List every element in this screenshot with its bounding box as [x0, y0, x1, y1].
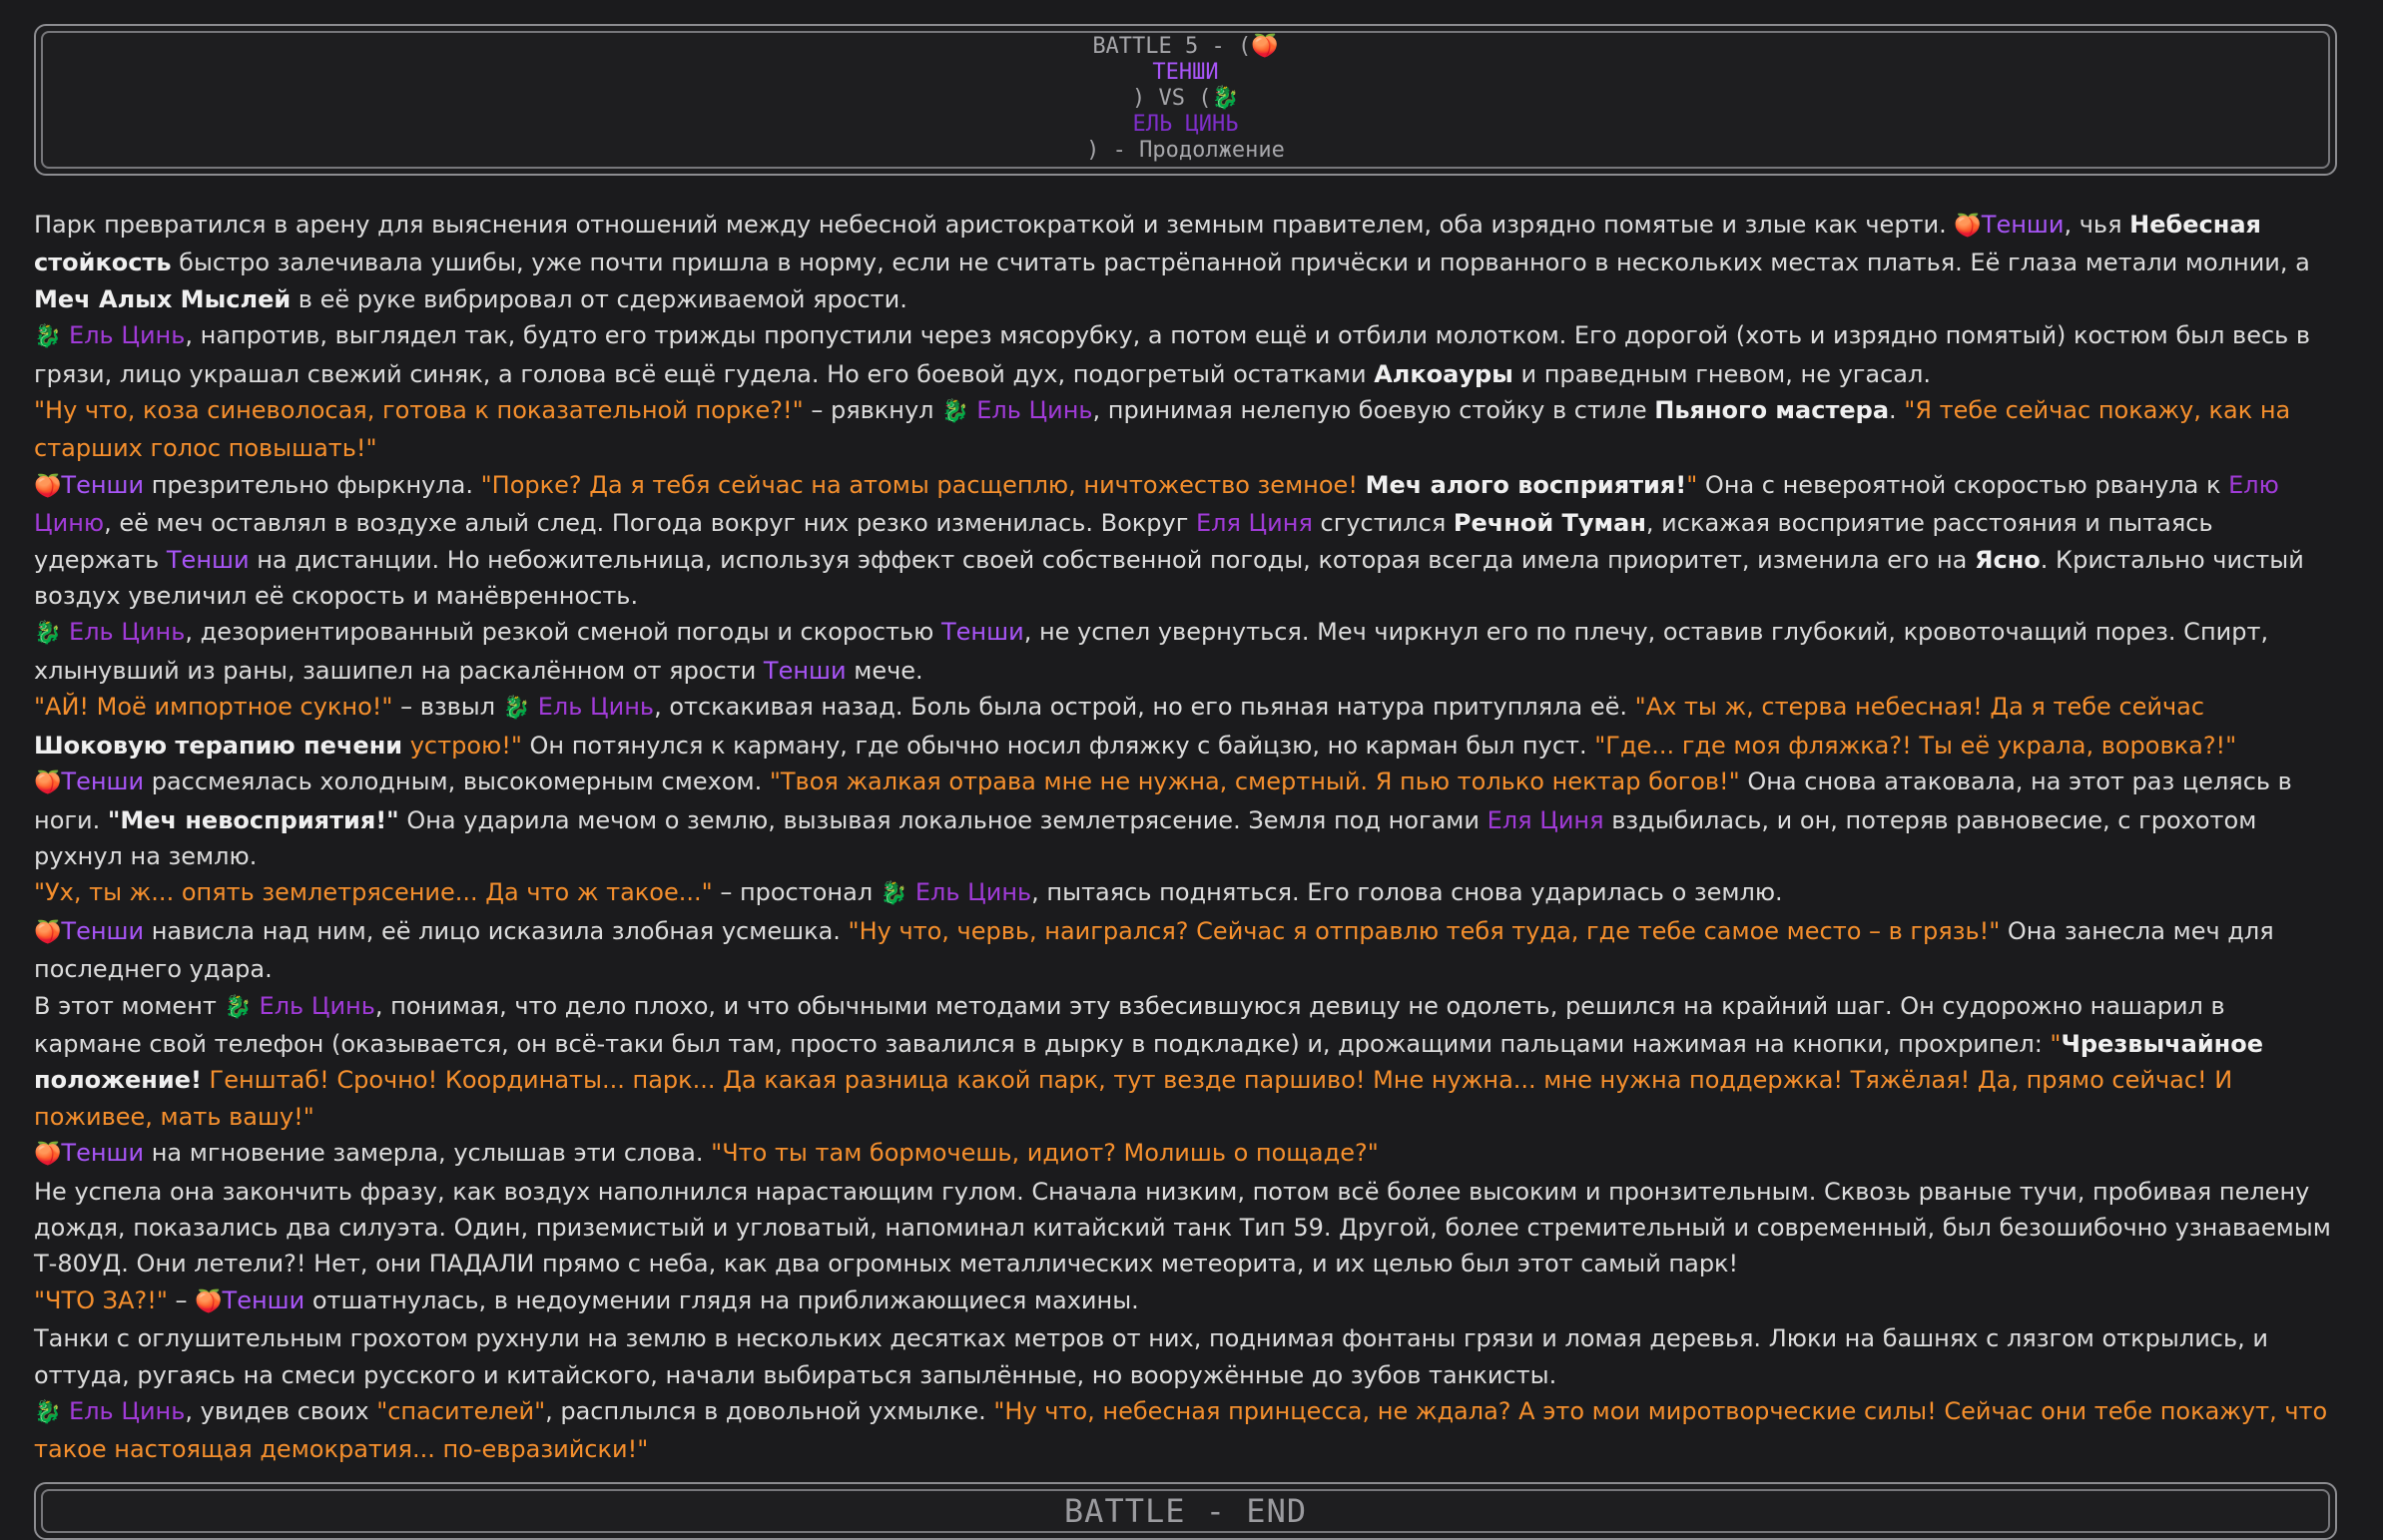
narration-text: . Кристально чистый воздух увеличил её скорость и манёвренность.: [34, 545, 2304, 611]
narration-text: Не успела она закончить фразу, как воздух наполнился нарастающим гулом. Сначала низким, потом всё более высоким и пронзительным. Сквозь рваные тучи, пробивая пелену дождя, показались два силуэта. Один, приземистый и угловатый, напоминал китайский танк Тип 59. Другой, более стремительный и современный, был безошибочно узнаваемым Т-80УД. Они летели?! Нет, они ПАДАЛИ прямо с неба, как два огромных металлических метеорита, и их целью был этот самый парк!: [34, 1177, 2331, 1279]
quote-text: "Твоя жалкая отрава мне не нужна, смертный. Я пью только нектар богов!": [769, 768, 1740, 796]
character-el-cin: Ель Цинь: [968, 396, 1093, 425]
character-tenshi: Тенши: [1981, 211, 2065, 239]
peach-icon: 🍑: [34, 1142, 62, 1168]
story-paragraph: [34, 874, 2337, 912]
character-el-cin: Ель Цинь: [907, 878, 1032, 907]
battle-header: [34, 24, 2337, 176]
story-paragraph: [34, 207, 2337, 317]
narration-text: , искажая восприятие расстояния и пытаясь удержать: [34, 509, 2213, 574]
dragon-icon: 🐉: [1211, 86, 1239, 111]
peach-icon: 🍑: [34, 770, 62, 796]
story-paragraph: [34, 392, 2337, 467]
character-tenshi: Тенши: [166, 545, 250, 574]
narration-text: В этот момент: [34, 991, 225, 1020]
story-paragraph: [34, 913, 2337, 988]
narration-text: презрительно фыркнула.: [144, 470, 481, 499]
narration-text: в её руке вибрировал от сдерживаемой ярости.: [291, 284, 907, 313]
dragon-icon: 🐉: [34, 621, 62, 647]
quote-text: "Ну что, червь, наигрался? Сейчас я отправлю тебя туда, где тебе самое место – в грязь!": [848, 916, 2001, 945]
character-el-cin: Елю Циню: [34, 470, 2279, 538]
narration-text: – простонал: [712, 878, 881, 907]
narration-text: , понимая, что дело плохо, и что обычными методами эту взбесившуюся девицу не одолеть, решился на крайний шаг. Он судорожно нашарил в кармане свой телефон (оказывается, он всё-таки был там, просто завалился в дырку в подкладке) и, дрожащими пальцами нажимая на кнопки, прохрипел:: [34, 991, 2225, 1058]
narration-text: и праведным гневом, не угасал.: [1512, 359, 1931, 388]
quote-text: "ЧТО ЗА?!": [34, 1285, 168, 1314]
story-paragraph: [34, 467, 2337, 615]
bold-term: Речной Туман: [1453, 509, 1646, 538]
quote-text: "Я тебе сейчас покажу, как на старших голос повышать!": [34, 396, 2291, 463]
character-tenshi: Тенши: [61, 916, 145, 945]
narration-text: , её меч оставлял в воздухе алый след. Погода вокруг них резко изменилась. Вокруг: [104, 509, 1196, 538]
dragon-icon: 🐉: [941, 399, 969, 425]
quote-text: "Порке? Да я тебя сейчас на атомы расщеплю, ничтожество земное!: [480, 470, 1366, 499]
quote-text: "АЙ! Моё импортное сукно!": [34, 693, 393, 722]
story-paragraph: [34, 764, 2337, 874]
peach-icon: 🍑: [1251, 34, 1279, 59]
narration-text: Она с невероятной скоростью рванула к: [1697, 470, 2229, 499]
quote-bold-term: Меч алого восприятия!: [1365, 470, 1687, 499]
character-el-cin: Ель Цинь: [251, 991, 375, 1020]
dragon-icon: 🐉: [502, 696, 531, 722]
quote-text: "Ах ты ж, стерва небесная! Да я тебе сейчас: [1634, 693, 2205, 722]
narration-text: нависла над ним, её лицо исказила злобная усмешка.: [144, 916, 849, 945]
quote-bold-term: Чрезвычайное положение!: [34, 1029, 2263, 1095]
peach-icon: 🍑: [1954, 214, 1982, 239]
story-paragraph: [34, 1393, 2337, 1468]
story-paragraph: [34, 689, 2337, 764]
battle-footer: [34, 1482, 2337, 1540]
narration-text: Она снова атаковала, на этот раз целясь в ноги.: [34, 768, 2292, 834]
character-el-cin: Еля Циня: [1195, 509, 1313, 538]
fighter-2-name: ЕЛЬ ЦИНЬ: [1132, 112, 1239, 137]
dragon-icon: 🐉: [34, 1400, 62, 1425]
character-el-cin: Ель Цинь: [61, 321, 186, 350]
dragon-icon: 🐉: [224, 994, 252, 1020]
quote-text: "спасителей": [376, 1397, 546, 1425]
story-paragraph: [34, 317, 2337, 392]
narration-text: Танки с оглушительным грохотом рухнули на землю в нескольких десятках метров от них, поднимая фонтаны грязи и ломая деревья. Люки на башнях с лязгом открылись, и оттуда, ругаясь на смеси русского и китайского, начали выбираться запылённые, но вооружённые до зубов танкисты.: [34, 1324, 2268, 1389]
quote-bold-term: "Меч невосприятия!": [107, 805, 399, 834]
narration-text: Парк превратился в арену для выяснения отношений между небесной аристократкой и земным правителем, оба изрядно помятые и злые как черти.: [34, 211, 1955, 239]
story-paragraph: [34, 1135, 2337, 1173]
bold-term: Алкоауры: [1374, 359, 1513, 388]
fighter-1-name: ТЕНШИ: [1152, 60, 1219, 85]
peach-icon: 🍑: [34, 919, 62, 945]
character-el-cin: Ель Цинь: [530, 693, 655, 722]
quote-text: "Ух, ты ж... опять землетрясение... Да что ж такое...": [34, 878, 713, 907]
narration-text: – рявкнул: [803, 396, 942, 425]
quote-text: "Ну что, небесная принцесса, не ждала? А это мои миротворческие силы! Сейчас они тебе покажут, что такое настоящая демократия... по-евразийски!": [34, 1397, 2328, 1464]
page: [34, 24, 2337, 1540]
narration-text: Она занесла меч для последнего удара.: [34, 916, 2274, 984]
character-tenshi: Тенши: [61, 470, 145, 499]
bold-term: Небесная стойкость: [34, 211, 2261, 277]
narration-text: Он потянулся к карману, где обычно носил фляжку с байцзю, но карман был пуст.: [521, 731, 1595, 760]
narration-text: быстро залечивала ушибы, уже почти пришла в норму, если не считать растрёпанной причёски и порванного в нескольких местах платья. Её глаза метали молнии, а: [171, 249, 2310, 277]
narration-text: на мгновение замерла, услышав эти слова.: [144, 1139, 712, 1168]
narration-text: , не успел увернуться. Меч чиркнул его по плечу, оставив глубокий, кровоточащий порез. Спирт, хлынувший из раны, зашипел на раскалённом от ярости: [34, 618, 2269, 685]
dragon-icon: 🐉: [880, 881, 908, 907]
story-paragraph: [34, 1283, 2337, 1320]
narration-text: мече.: [846, 656, 923, 685]
peach-icon: 🍑: [34, 473, 62, 499]
character-tenshi: Тенши: [763, 656, 847, 685]
narration-text: , напротив, выглядел так, будто его трижды пропустили через мясорубку, а потом ещё и отбили молотком. Его дорогой (хоть и изрядно помятый) костюм был весь в грязи, лицо украшал свежий синяк, а голова всё ещё гудела. Но его боевой дух, подогретый остатками: [34, 321, 2311, 388]
quote-text: ": [1686, 470, 1698, 499]
peach-icon: 🍑: [195, 1288, 223, 1314]
quote-text: "Где... где моя фляжка?! Ты её украла, воровка?!": [1594, 731, 2237, 760]
quote-text: устрою!": [402, 731, 522, 760]
story-paragraph: [34, 614, 2337, 689]
narration-text: , принимая нелепую боевую стойку в стиле: [1092, 396, 1655, 425]
story-paragraph: [34, 988, 2337, 1136]
narration-text: вздыбилась, и он, потеряв равновесие, с грохотом рухнул на землю.: [34, 805, 2257, 870]
narration-text: рассмеялась холодным, высокомерным смехом.: [144, 768, 770, 796]
bold-term: Ясно: [1975, 545, 2041, 574]
character-el-cin: Ель Цинь: [61, 618, 186, 647]
narration-text: отшатнулась, в недоумении глядя на приближающиеся махины.: [304, 1285, 1139, 1314]
quote-bold-term: Шоковую терапию печени: [34, 731, 403, 760]
story-paragraph: [34, 1320, 2337, 1393]
narration-text: на дистанции. Но небожительница, используя эффект своей собственной погоды, которая всегда имела приоритет, изменила его на: [249, 545, 1976, 574]
narration-text: Она ударила мечом о землю, вызывая локальное землетрясение. Земля под ногами: [398, 805, 1488, 834]
character-el-cin: Еля Циня: [1487, 805, 1604, 834]
narration-text: сгустился: [1312, 509, 1454, 538]
character-tenshi: Тенши: [61, 768, 145, 796]
narration-text: , пытаясь подняться. Его голова снова ударилась о землю.: [1031, 878, 1783, 907]
character-tenshi: Тенши: [61, 1139, 145, 1168]
story-paragraph: [34, 1174, 2337, 1283]
header-subtitle: ) - Продолжение: [1086, 138, 1285, 163]
narration-text: , отскакивая назад. Боль была острой, но его пьяная натура притупляла её.: [654, 693, 1635, 722]
character-el-cin: Ель Цинь: [61, 1397, 186, 1425]
dragon-icon: 🐉: [34, 324, 62, 350]
bold-term: Меч Алых Мыслей: [34, 284, 292, 313]
narration-text: –: [167, 1285, 196, 1314]
battle-footer-text: BATTLE - END: [1063, 1491, 1308, 1530]
header-line-1: BATTLE 5 - (: [1092, 34, 1252, 59]
story-text: [34, 207, 2337, 1468]
bold-term: Пьяного мастера: [1654, 396, 1890, 425]
narration-text: , дезориентированный резкой сменой погоды и скоростью: [185, 618, 941, 647]
character-tenshi: Тенши: [941, 618, 1024, 647]
quote-text: "Ну что, коза синеволосая, готова к показательной порке?!": [34, 396, 804, 425]
narration-text: .: [1889, 396, 1905, 425]
narration-text: , чья: [2064, 211, 2130, 239]
narration-text: , увидев своих: [185, 1397, 377, 1425]
header-vs-line: ) VS (: [1132, 86, 1212, 111]
narration-text: – взвыл: [392, 693, 503, 722]
narration-text: , расплылся в довольной ухмылке.: [545, 1397, 994, 1425]
battle-header-text: [36, 34, 2335, 164]
quote-text: "Что ты там бормочешь, идиот? Молишь о пощаде?": [711, 1139, 1379, 1168]
quote-text: Генштаб! Срочно! Координаты... парк... Да какая разница какой парк, тут везде паршиво! Мне нужна... мне нужна поддержка! Тяжёлая! Да, прямо сейчас! И поживее, мать вашу!": [34, 1066, 2233, 1131]
character-tenshi: Тенши: [222, 1285, 305, 1314]
quote-text: ": [2050, 1029, 2062, 1058]
